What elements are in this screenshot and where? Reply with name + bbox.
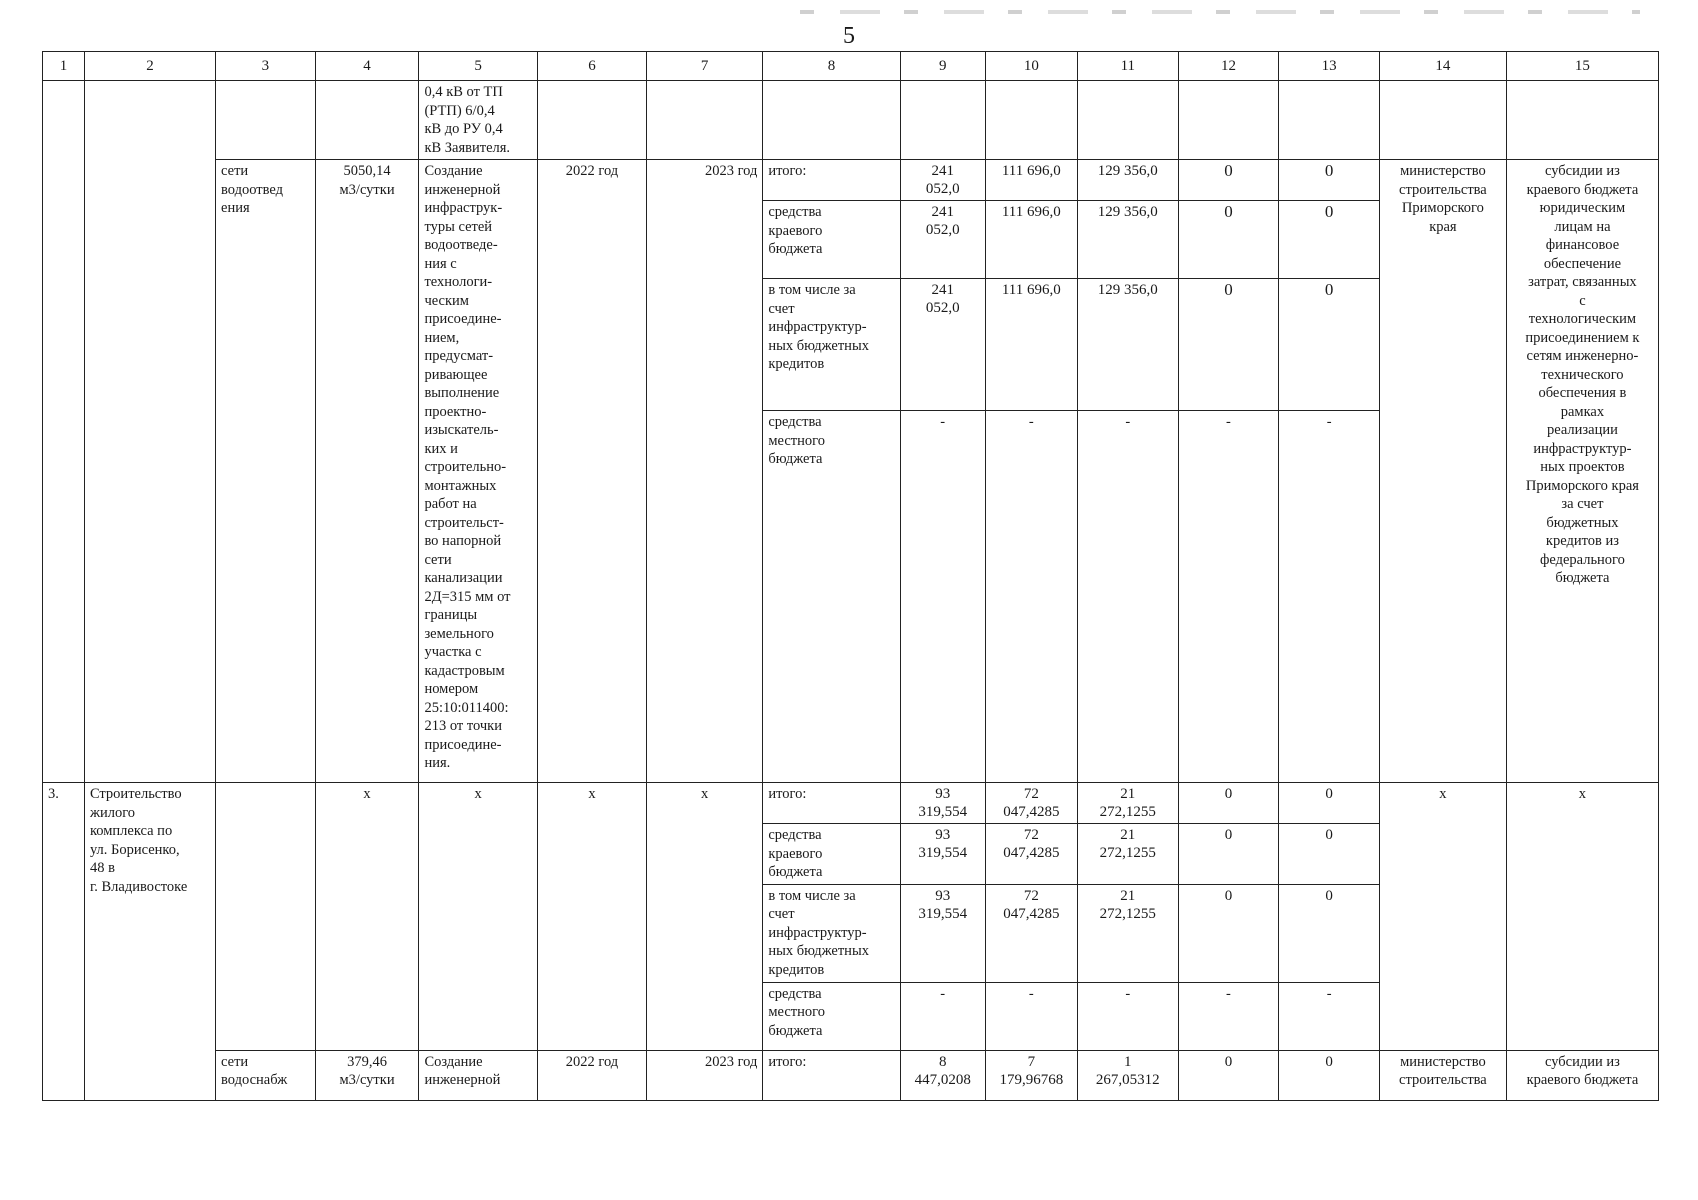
funding-source-label: средства местного бюджета [763,982,900,1050]
amount-col13: 0 [1279,824,1380,885]
funding-source-label: средства краевого бюджета [763,201,900,279]
amount-2023: - [1077,982,1178,1050]
column-number: 4 [315,52,419,81]
amount-total: 241 052,0 [900,160,985,201]
funding-source-label: итого: [763,160,900,201]
budget-table [42,51,1659,1101]
amount-total: 93 319,554 [900,783,985,824]
column-number: 7 [646,52,762,81]
funding-purpose: х [1506,783,1658,1051]
item-number: 3. [43,783,85,1101]
amount-total: 241 052,0 [900,201,985,279]
amount-col12: 0 [1178,783,1279,824]
amount-2022: 72 047,4285 [985,884,1077,982]
start-year: х [537,783,646,1051]
column-number: 14 [1379,52,1506,81]
funding-source-label: средства краевого бюджета [763,824,900,885]
amount-col12: 0 [1178,201,1279,279]
amount-2022: 7 179,96768 [985,1050,1077,1100]
capacity: 379,46 м3/сутки [315,1050,419,1100]
amount-col12: 0 [1178,160,1279,201]
amount-2023: 129 356,0 [1077,279,1178,411]
table-row [43,783,1659,824]
table-cell [1178,81,1279,160]
amount-col13: 0 [1279,160,1380,201]
table-cell [216,783,316,1051]
table-cell [1379,81,1506,160]
amount-2022: 72 047,4285 [985,824,1077,885]
responsible-ministry: х [1379,783,1506,1051]
amount-col12: - [1178,411,1279,783]
start-year: 2022 год [537,160,646,783]
amount-2022: 111 696,0 [985,279,1077,411]
amount-col12: - [1178,982,1279,1050]
amount-total: 93 319,554 [900,824,985,885]
amount-total: 8 447,0208 [900,1050,985,1100]
responsible-ministry: министерство строительства [1379,1050,1506,1100]
start-year: 2022 год [537,1050,646,1100]
table-cell [763,81,900,160]
end-year: х [646,783,762,1051]
amount-2023: 21 272,1255 [1077,824,1178,885]
column-number: 3 [216,52,316,81]
amount-col13: 0 [1279,884,1380,982]
amount-col13: 0 [1279,783,1380,824]
funding-source-label: в том числе за счет инфраструктур- ных бюджетных кредитов [763,884,900,982]
column-number: 8 [763,52,900,81]
column-number: 12 [1178,52,1279,81]
responsible-ministry: министерство строительства Приморского края [1379,160,1506,783]
funding-source-label: в том числе за счет инфраструктур- ных бюджетных кредитов [763,279,900,411]
column-number: 10 [985,52,1077,81]
funding-purpose: субсидии из краевого бюджета [1506,1050,1658,1100]
end-year: 2023 год [646,160,762,783]
amount-2023: 129 356,0 [1077,201,1178,279]
table-cell [900,81,985,160]
table-cell [537,81,646,160]
scan-artifact [800,10,1640,14]
amount-total: 93 319,554 [900,884,985,982]
column-number: 5 [419,52,537,81]
column-number: 13 [1279,52,1380,81]
amount-col12: 0 [1178,1050,1279,1100]
amount-2023: - [1077,411,1178,783]
table-cell [43,81,85,783]
table-row [43,1050,1659,1100]
funding-purpose: субсидии из краевого бюджета юридическим лицам на финансовое обеспечение затрат, связанных с технологическим присоединением к сетям инженерно- технического обеспечения в рамках реализации инфраструктур- ных проектов Приморского края за счет бюджетных кредитов из федерального бюджета [1506,160,1658,783]
object-description: х [419,783,537,1051]
amount-2022: 111 696,0 [985,201,1077,279]
object-description: Создание инженерной инфраструк- туры сетей водоотведе- ния с технологи- ческим присоедине- нием, предусмат- ривающее выполнение проектно- изыскатель- ких и строительно- монтажных работ на строительст- во напорной сети канализации 2Д=315 мм от границы земельного участка с кадастровым номером 25:10:011400: 213 от точки присоедине- ния. [419,160,537,783]
amount-col13: 0 [1279,201,1380,279]
funding-source-label: средства местного бюджета [763,411,900,783]
amount-col13: 0 [1279,1050,1380,1100]
object-description: Создание инженерной [419,1050,537,1100]
object-description: 0,4 кВ от ТП (РТП) 6/0,4 кВ до РУ 0,4 кВ Заявителя. [419,81,537,160]
continuation-row [43,81,1659,160]
column-number-row [43,52,1659,81]
network-type: сети водоснабж [216,1050,316,1100]
amount-col12: 0 [1178,884,1279,982]
amount-2022: 111 696,0 [985,160,1077,201]
end-year: 2023 год [646,1050,762,1100]
amount-col13: - [1279,411,1380,783]
amount-total: - [900,982,985,1050]
column-number: 1 [43,52,85,81]
amount-total: - [900,411,985,783]
amount-2022: - [985,982,1077,1050]
table-row [43,160,1659,201]
amount-col12: 0 [1178,824,1279,885]
table-cell [216,81,316,160]
amount-col13: - [1279,982,1380,1050]
funding-source-label: итого: [763,1050,900,1100]
page-number: 5 [843,23,855,49]
column-number: 2 [84,52,215,81]
amount-total: 241 052,0 [900,279,985,411]
amount-2023: 129 356,0 [1077,160,1178,201]
amount-2022: - [985,411,1077,783]
funding-source-label: итого: [763,783,900,824]
capacity: х [315,783,419,1051]
table-cell [1077,81,1178,160]
amount-2022: 72 047,4285 [985,783,1077,824]
table-cell [315,81,419,160]
capacity: 5050,14 м3/сутки [315,160,419,783]
column-number: 9 [900,52,985,81]
column-number: 11 [1077,52,1178,81]
amount-col12: 0 [1178,279,1279,411]
column-number: 6 [537,52,646,81]
project-name: Строительство жилого комплекса по ул. Борисенко, 48 в г. Владивостоке [84,783,215,1101]
network-type: сети водоотвед ения [216,160,316,783]
table-cell [84,81,215,783]
table-cell [985,81,1077,160]
table-cell [1506,81,1658,160]
amount-2023: 1 267,05312 [1077,1050,1178,1100]
amount-2023: 21 272,1255 [1077,884,1178,982]
table-cell [1279,81,1380,160]
amount-2023: 21 272,1255 [1077,783,1178,824]
amount-col13: 0 [1279,279,1380,411]
column-number: 15 [1506,52,1658,81]
table-cell [646,81,762,160]
